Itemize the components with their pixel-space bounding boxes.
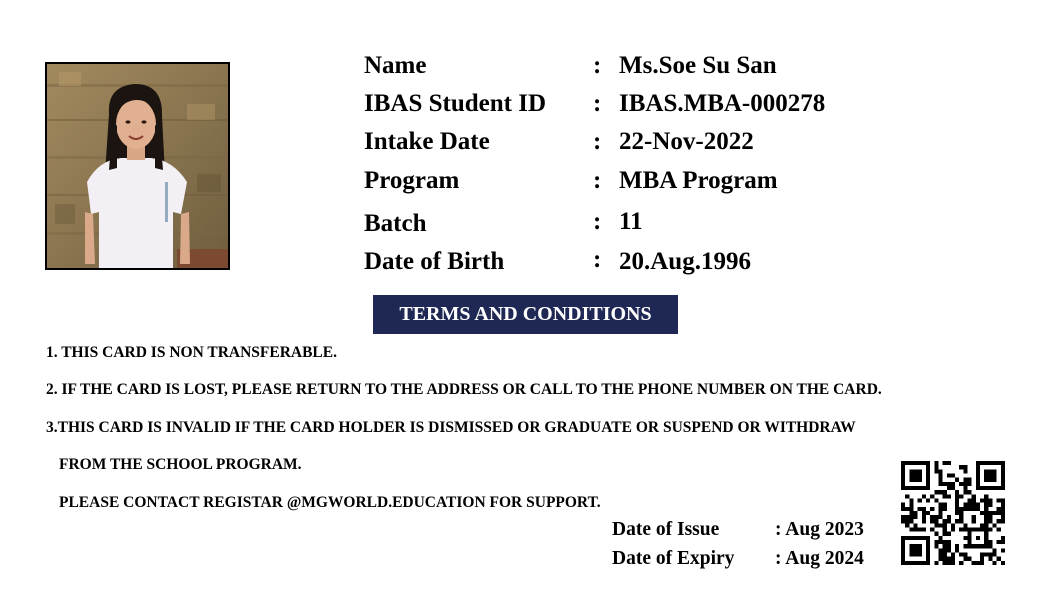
field-name bbox=[364, 48, 1004, 84]
dob-colon: : bbox=[593, 246, 602, 273]
intake-date-label: Intake Date bbox=[364, 128, 490, 155]
terms-header: TERMS AND CONDITIONS bbox=[373, 295, 678, 334]
date-of-expiry-label: Date of Expiry bbox=[612, 548, 735, 569]
term-item-3-continued: FROM THE SCHOOL PROGRAM. bbox=[59, 456, 302, 473]
field-date-of-birth bbox=[364, 244, 1004, 280]
name-value: Ms.Soe Su San bbox=[619, 52, 777, 79]
student-photo bbox=[45, 62, 230, 270]
date-of-expiry-row bbox=[612, 546, 882, 572]
term-item-1: 1. THIS CARD IS NON TRANSFERABLE. bbox=[46, 344, 337, 361]
field-student-id bbox=[364, 86, 1004, 122]
student-id-value: IBAS.MBA-000278 bbox=[619, 90, 826, 117]
student-photo-illustration bbox=[47, 64, 228, 268]
dob-label: Date of Birth bbox=[364, 248, 505, 275]
field-batch bbox=[364, 204, 1004, 240]
field-program bbox=[364, 163, 1004, 199]
program-colon: : bbox=[593, 167, 602, 194]
name-colon: : bbox=[593, 52, 602, 79]
date-of-issue-label: Date of Issue bbox=[612, 519, 720, 540]
batch-value: 11 bbox=[619, 208, 643, 235]
term-item-2: 2. IF THE CARD IS LOST, PLEASE RETURN TO THE ADDRESS OR CALL TO THE PHONE NUMBER ON THE CARD. bbox=[46, 381, 882, 398]
name-label: Name bbox=[364, 52, 427, 79]
student-id-label: IBAS Student ID bbox=[364, 90, 547, 117]
date-of-issue-value: : Aug 2023 bbox=[775, 519, 864, 540]
term-item-3: 3.THIS CARD IS INVALID IF THE CARD HOLDER IS DISMISSED OR GRADUATE OR SUSPEND OR WITHDRAW bbox=[46, 419, 856, 436]
support-contact: PLEASE CONTACT REGISTAR @MGWORLD.EDUCATION FOR SUPPORT. bbox=[59, 494, 601, 511]
program-label: Program bbox=[364, 167, 460, 194]
date-of-expiry-value: : Aug 2024 bbox=[775, 548, 864, 569]
batch-colon: : bbox=[593, 208, 602, 235]
date-of-issue-row bbox=[612, 517, 882, 543]
qr-code-icon bbox=[901, 461, 1005, 565]
dob-value: 20.Aug.1996 bbox=[619, 248, 751, 275]
intake-date-value: 22-Nov-2022 bbox=[619, 128, 754, 155]
batch-label: Batch bbox=[364, 210, 427, 237]
qr-code-graphic bbox=[901, 461, 1005, 565]
field-intake-date bbox=[364, 124, 1004, 160]
student-id-colon: : bbox=[593, 90, 602, 117]
program-value: MBA Program bbox=[619, 167, 778, 194]
intake-date-colon: : bbox=[593, 128, 602, 155]
